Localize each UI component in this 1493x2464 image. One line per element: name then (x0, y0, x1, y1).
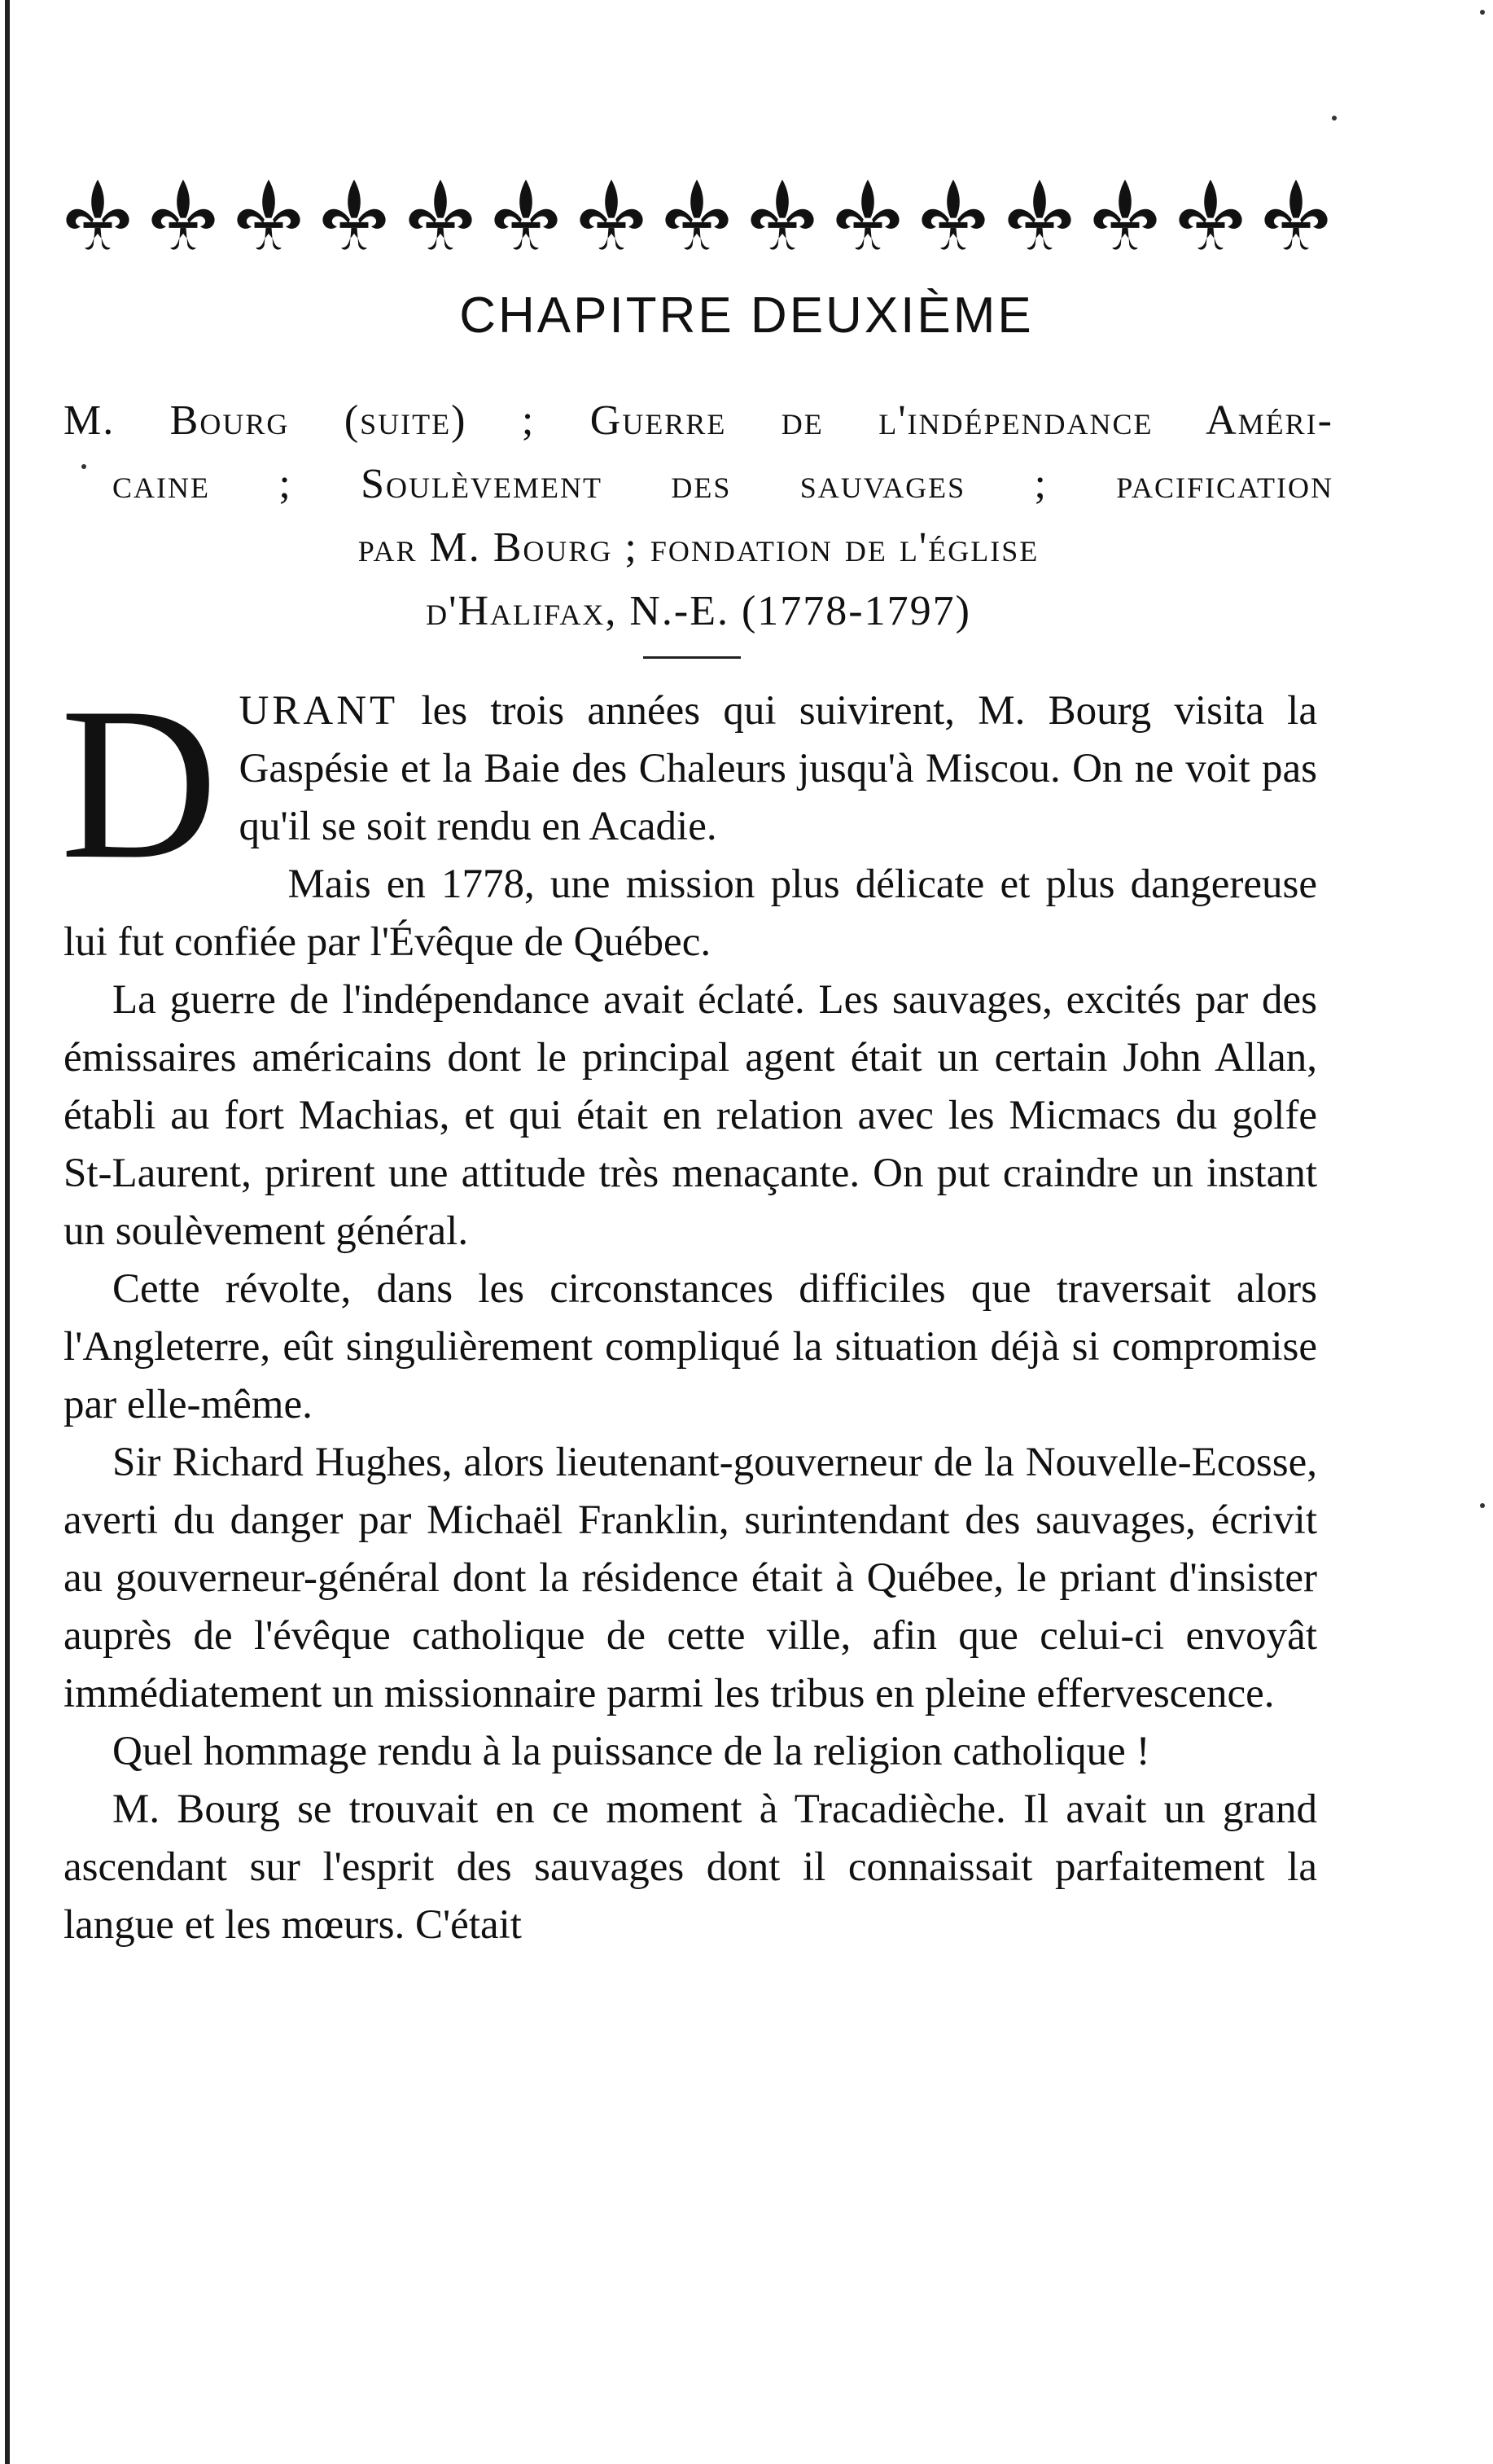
fleur-de-lis-icon (576, 177, 647, 255)
fleur-de-lis-icon (490, 177, 562, 255)
paragraph: Sir Richard Hughes, alors lieutenant-gouverneur de la Nouvelle-Ecosse, averti du danger par Michaël Franklin, surintendant des sauvages, écrivit au gouverneur-général dont la résidence était à Québee, le priant d'insister auprès de l'évêque catholique de cette ville, afin que celui-ci envoyât immédiatement un missionnaire parmi les tribus en pleine effervescence. (63, 1440, 1317, 1716)
summary-line: par M. Bourg ; fondation de l'église (357, 524, 1040, 571)
chapter-summary (63, 389, 1333, 643)
fleur-de-lis-icon (147, 177, 219, 255)
page-edge-rule (5, 0, 10, 2464)
paragraph: Mais en 1778, une mission plus délicate et plus dangereuse lui fut confiée par l'Évêque de Québec. (63, 862, 1317, 965)
fleur-de-lis-ornament-band (62, 171, 1332, 261)
paragraph (60, 662, 1317, 904)
paragraph: M. Bourg se trouvait en ce moment à Tracadièche. Il avait un grand ascendant sur l'esprit des sauvages dont il connaissait parfaitement la langue et les mœurs. C'était (63, 1787, 1317, 1948)
fleur-de-lis-icon (1089, 177, 1161, 255)
fleur-de-lis-icon (318, 177, 390, 255)
drop-cap: D (60, 662, 218, 904)
fleur-de-lis-icon (1004, 177, 1075, 255)
lead-word: URANT (239, 688, 399, 734)
chapter-body (60, 662, 1317, 1954)
summary-line: d'Halifax, N.-E. (1778-1797) (426, 588, 971, 634)
summary-line: M. Bourg (suite) ; Guerre de l'indépendance Améri- (63, 397, 1333, 444)
chapter-title: CHAPITRE DEUXIÈME (459, 287, 1034, 344)
paragraph: Quel hommage rendu à la puissance de la religion catholique ! (112, 1729, 1150, 1774)
fleur-de-lis-icon (62, 177, 134, 255)
fleur-de-lis-icon (661, 177, 733, 255)
fleur-de-lis-icon (405, 177, 476, 255)
fleur-de-lis-icon (832, 177, 904, 255)
summary-line: caine ; Soulèvement des sauvages ; pacification (112, 461, 1333, 507)
section-divider (643, 656, 741, 659)
paragraph: Cette révolte, dans les circonstances difficiles que traversait alors l'Angleterre, eût singulièrement compliqué la situation déjà si compromise par elle-même. (63, 1266, 1317, 1427)
fleur-de-lis-icon (233, 177, 304, 255)
print-speck (1332, 116, 1337, 121)
fleur-de-lis-icon (917, 177, 989, 255)
fleur-de-lis-icon (1175, 177, 1246, 255)
print-speck (1480, 1503, 1485, 1508)
paragraph: La guerre de l'indépendance avait éclaté. Les sauvages, excités par des émissaires américains dont le principal agent était un certain John Allan, établi au fort Machias, et qui était en relation avec les Micmacs du golfe St-Laurent, prirent une attitude très menaçante. On put craindre un instant un soulèvement général. (63, 977, 1317, 1254)
fleur-de-lis-icon (746, 177, 818, 255)
fleur-de-lis-icon (1260, 177, 1332, 255)
paragraph-text: les trois années qui suivirent, M. Bourg visita la Gaspésie et la Baie des Chaleurs jusqu'à Miscou. On ne voit pas qu'il se soit rendu en Acadie. (239, 688, 1317, 849)
print-speck (1480, 10, 1485, 15)
